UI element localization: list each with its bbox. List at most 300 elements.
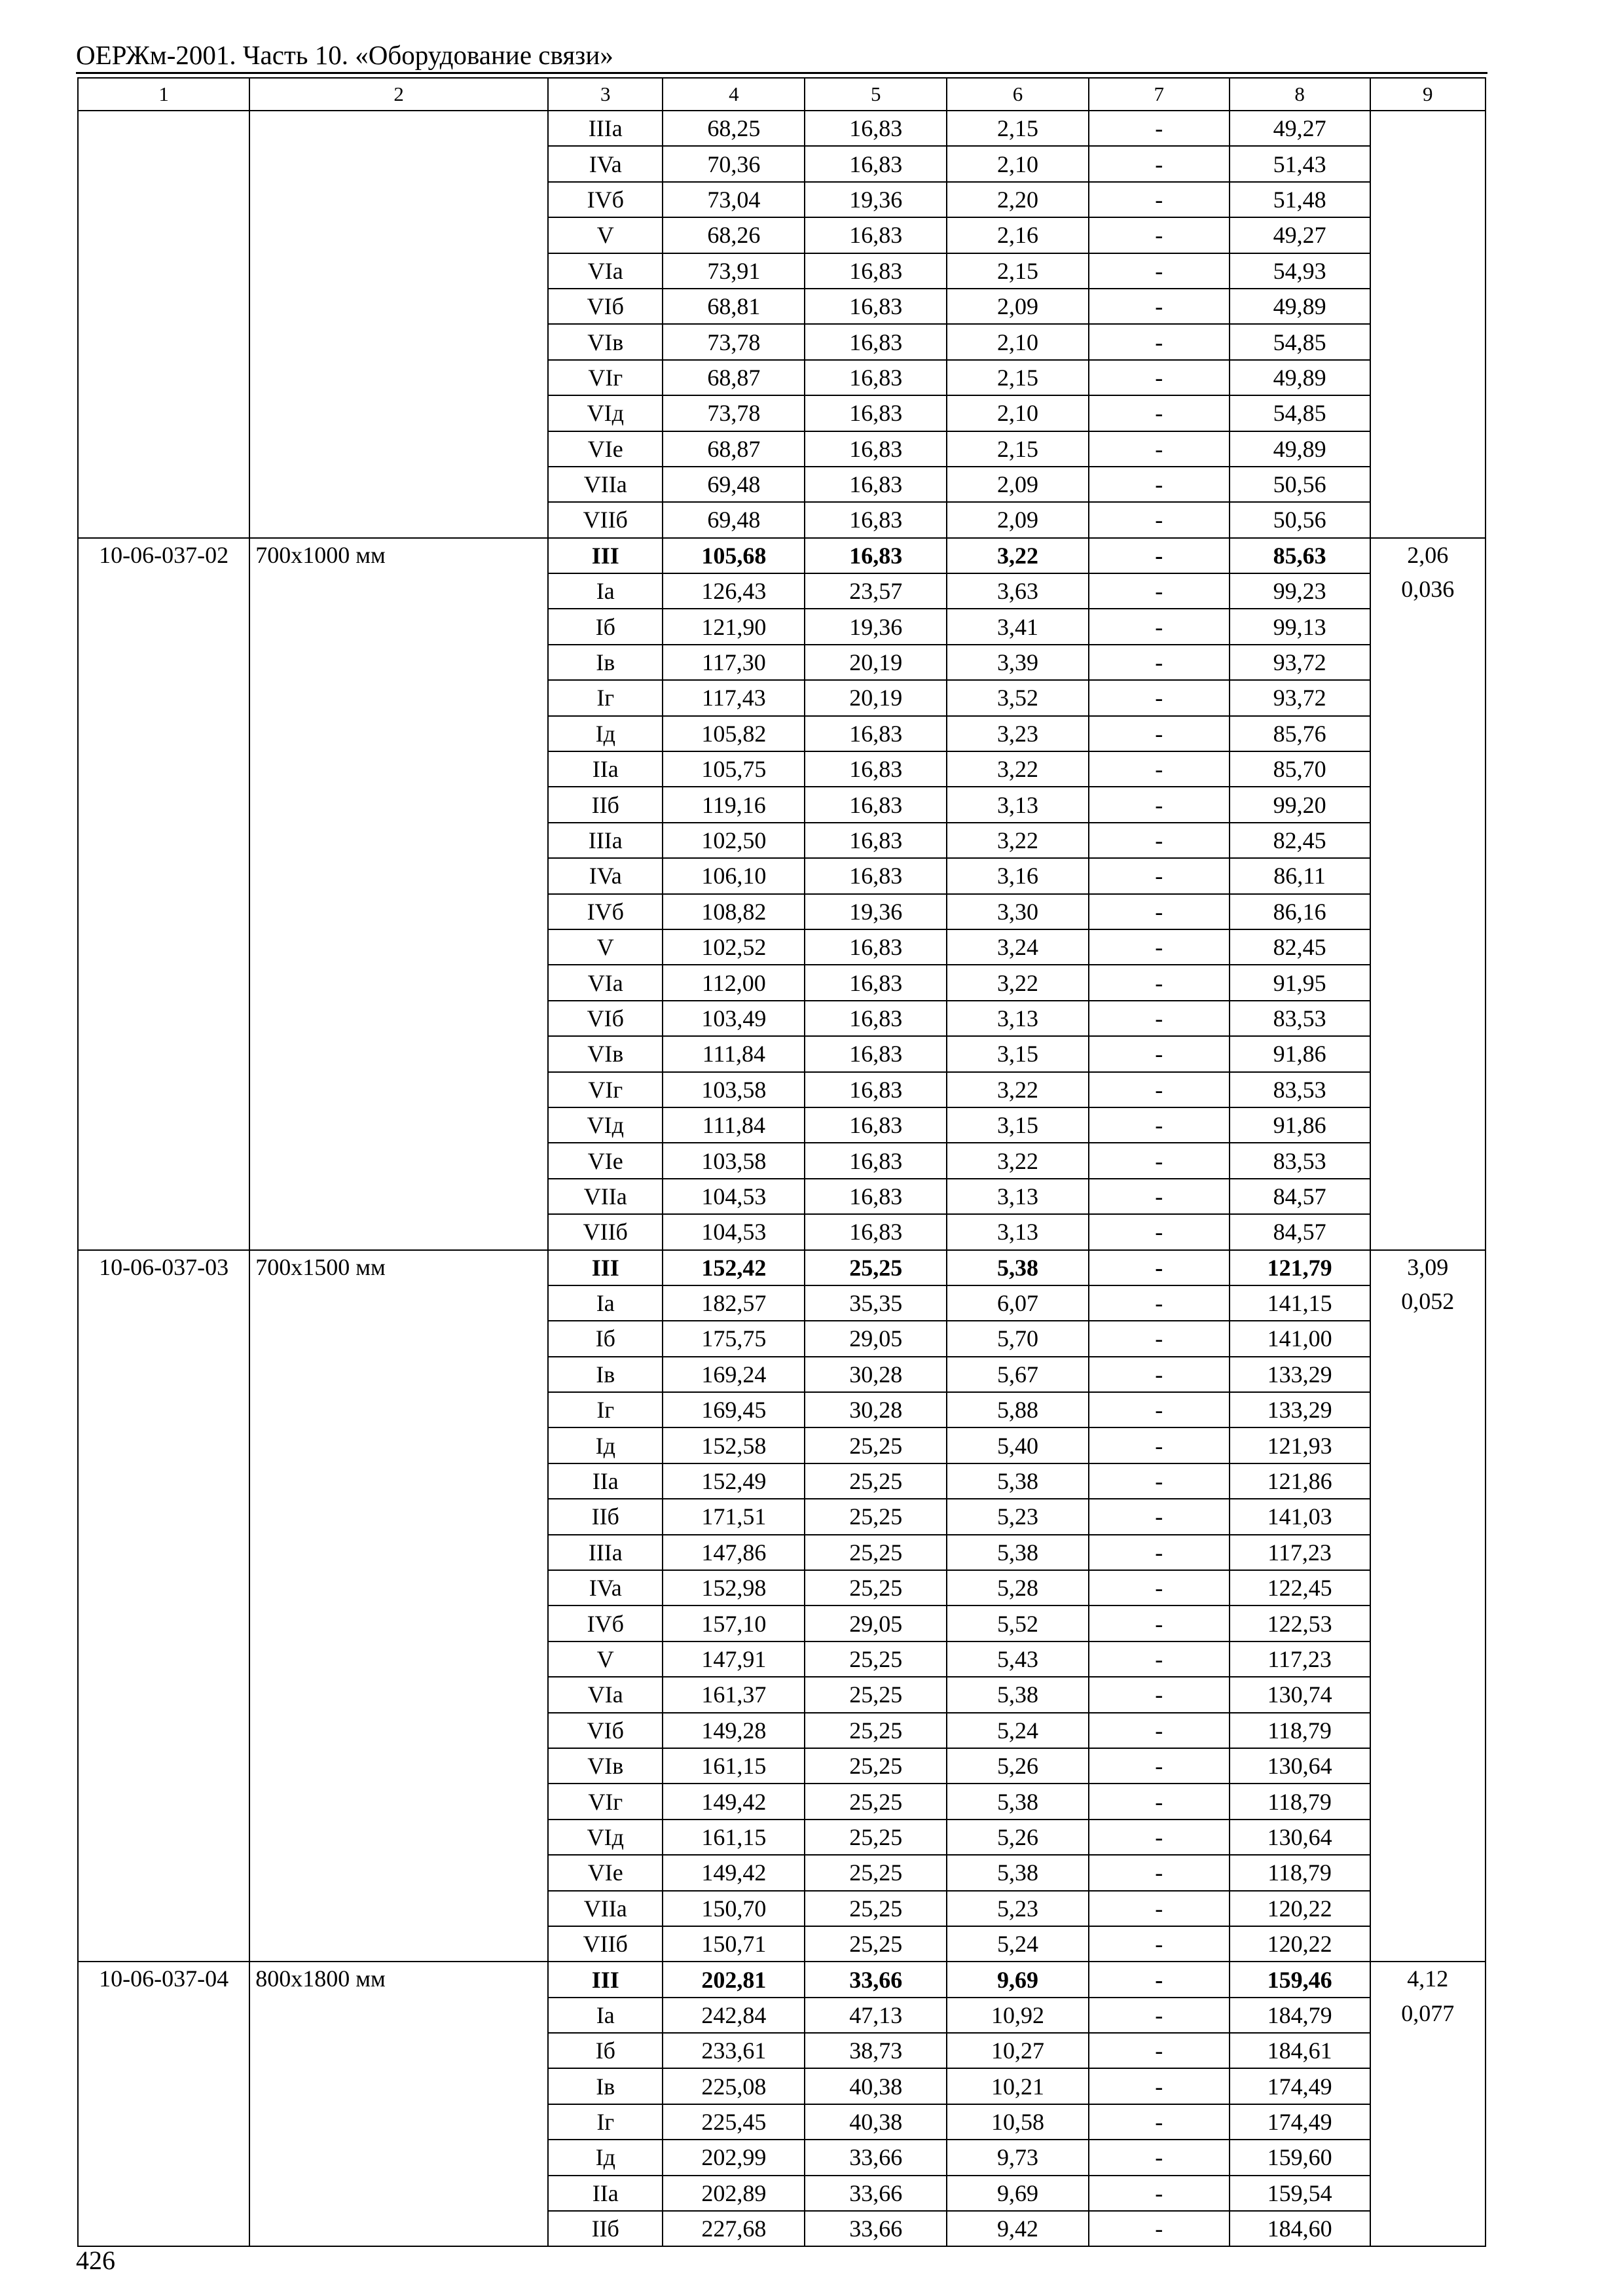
cell-wages: 16,83 bbox=[805, 360, 947, 395]
cell-total-cost: 147,86 bbox=[663, 1535, 805, 1570]
cell-total-cost: 169,45 bbox=[663, 1392, 805, 1427]
cell-total-cost: 104,53 bbox=[663, 1179, 805, 1214]
cell-total-cost: 73,04 bbox=[663, 182, 805, 217]
cell-wages: 16,83 bbox=[805, 751, 947, 787]
cell-category: V bbox=[548, 929, 663, 965]
cell-category: IVб bbox=[548, 182, 663, 217]
cell-materials: 159,46 bbox=[1230, 1962, 1370, 1997]
cell-category: Iд bbox=[548, 1427, 663, 1463]
cell-category: Iб bbox=[548, 2033, 663, 2068]
cell-driver-wages: - bbox=[1089, 2211, 1230, 2246]
cell-category: III bbox=[548, 1250, 663, 1285]
cell-category: VIб bbox=[548, 1713, 663, 1748]
cell-driver-wages: - bbox=[1089, 2104, 1230, 2140]
cell-labor-value: 2,06 bbox=[1407, 541, 1449, 568]
cell-total-cost: 102,50 bbox=[663, 823, 805, 858]
cell-driver-wages: - bbox=[1089, 1001, 1230, 1036]
cell-category: VIд bbox=[548, 1820, 663, 1855]
cell-category: Iв bbox=[548, 645, 663, 680]
cell-driver-wages: - bbox=[1089, 1036, 1230, 1071]
cell-materials: 85,70 bbox=[1230, 751, 1370, 787]
cell-category: Iг bbox=[548, 2104, 663, 2140]
cell-wages: 16,83 bbox=[805, 253, 947, 289]
cell-wages: 19,36 bbox=[805, 182, 947, 217]
cell-wages: 25,25 bbox=[805, 1748, 947, 1784]
cell-category: V bbox=[548, 217, 663, 253]
cell-category: VIe bbox=[548, 1855, 663, 1890]
cell-materials: 122,45 bbox=[1230, 1570, 1370, 1605]
cell-category: IIб bbox=[548, 1499, 663, 1534]
cell-machines: 2,09 bbox=[947, 502, 1089, 537]
cell-wages: 25,25 bbox=[805, 1713, 947, 1748]
cell-machines: 2,10 bbox=[947, 395, 1089, 431]
cell-wages: 25,25 bbox=[805, 1535, 947, 1570]
cell-driver-wages: - bbox=[1089, 1427, 1230, 1463]
cell-wages: 25,25 bbox=[805, 1641, 947, 1677]
cell-driver-wages: - bbox=[1089, 680, 1230, 715]
cell-driver-wages: - bbox=[1089, 2033, 1230, 2068]
cell-total-cost: 152,49 bbox=[663, 1463, 805, 1499]
cell-total-cost: 152,42 bbox=[663, 1250, 805, 1285]
cell-materials: 118,79 bbox=[1230, 1855, 1370, 1890]
cell-driver-wages: - bbox=[1089, 965, 1230, 1000]
cell-wages: 38,73 bbox=[805, 2033, 947, 2068]
cell-driver-wages: - bbox=[1089, 894, 1230, 929]
cell-driver-wages: - bbox=[1089, 573, 1230, 609]
cell-machines: 3,13 bbox=[947, 1001, 1089, 1036]
cell-category: VIa bbox=[548, 253, 663, 289]
cell-category: IVa bbox=[548, 146, 663, 181]
cell-materials: 120,22 bbox=[1230, 1926, 1370, 1962]
cell-total-cost: 106,10 bbox=[663, 858, 805, 893]
cell-category: IIIa bbox=[548, 823, 663, 858]
cell-total-cost: 161,37 bbox=[663, 1677, 805, 1712]
cell-total-cost: 175,75 bbox=[663, 1321, 805, 1356]
cell-total-cost: 68,81 bbox=[663, 289, 805, 324]
cell-total-cost: 105,68 bbox=[663, 538, 805, 573]
cell-machines: 5,23 bbox=[947, 1891, 1089, 1926]
cell-machines: 3,22 bbox=[947, 1072, 1089, 1107]
cell-materials: 184,60 bbox=[1230, 2211, 1370, 2246]
cell-category: VIe bbox=[548, 1143, 663, 1178]
cell-driver-wages: - bbox=[1089, 1926, 1230, 1962]
cell-driver-wages: - bbox=[1089, 146, 1230, 181]
column-header: 7 bbox=[1089, 78, 1230, 111]
cell-category: IIб bbox=[548, 787, 663, 822]
cell-total-cost: 225,45 bbox=[663, 2104, 805, 2140]
cell-materials: 184,79 bbox=[1230, 1998, 1370, 2033]
cell-total-cost: 119,16 bbox=[663, 787, 805, 822]
cell-total-cost: 105,82 bbox=[663, 716, 805, 751]
cell-labor-value: 3,09 bbox=[1407, 1253, 1449, 1280]
cell-materials: 130,74 bbox=[1230, 1677, 1370, 1712]
cell-driver-wages: - bbox=[1089, 751, 1230, 787]
cell-driver-wages: - bbox=[1089, 1107, 1230, 1143]
cell-machines: 2,10 bbox=[947, 146, 1089, 181]
cell-machines: 5,24 bbox=[947, 1713, 1089, 1748]
cell-materials: 54,85 bbox=[1230, 324, 1370, 359]
table-row bbox=[78, 111, 1486, 146]
cell-total-cost: 111,84 bbox=[663, 1036, 805, 1071]
cell-total-cost: 68,26 bbox=[663, 217, 805, 253]
cell-category: VIг bbox=[548, 1784, 663, 1819]
cell-total-cost: 103,49 bbox=[663, 1001, 805, 1036]
cell-machines: 2,20 bbox=[947, 182, 1089, 217]
cell-driver-wages: - bbox=[1089, 1605, 1230, 1641]
cell-total-cost: 73,78 bbox=[663, 395, 805, 431]
cell-materials: 54,93 bbox=[1230, 253, 1370, 289]
cell-machines: 5,24 bbox=[947, 1926, 1089, 1962]
cell-total-cost: 225,08 bbox=[663, 2068, 805, 2104]
cell-driver-wages: - bbox=[1089, 1285, 1230, 1321]
cell-machines: 10,58 bbox=[947, 2104, 1089, 2140]
cell-total-cost: 117,30 bbox=[663, 645, 805, 680]
cell-category: IVб bbox=[548, 1605, 663, 1641]
column-header: 5 bbox=[805, 78, 947, 111]
cell-wages: 25,25 bbox=[805, 1784, 947, 1819]
cell-machines: 2,10 bbox=[947, 324, 1089, 359]
cell-wages: 30,28 bbox=[805, 1357, 947, 1392]
cell-total-cost: 69,48 bbox=[663, 502, 805, 537]
cell-total-cost: 202,81 bbox=[663, 1962, 805, 1997]
cell-wages: 16,83 bbox=[805, 1036, 947, 1071]
cell-total-cost: 182,57 bbox=[663, 1285, 805, 1321]
cell-machines: 5,26 bbox=[947, 1748, 1089, 1784]
column-header: 1 bbox=[78, 78, 249, 111]
cell-materials: 83,53 bbox=[1230, 1143, 1370, 1178]
cell-category: IIIa bbox=[548, 111, 663, 146]
cell-wages: 25,25 bbox=[805, 1570, 947, 1605]
cell-materials: 121,86 bbox=[1230, 1463, 1370, 1499]
cell-materials: 118,79 bbox=[1230, 1713, 1370, 1748]
cell-total-cost: 152,98 bbox=[663, 1570, 805, 1605]
cell-materials: 174,49 bbox=[1230, 2104, 1370, 2140]
cell-materials: 184,61 bbox=[1230, 2033, 1370, 2068]
cell-category: Iг bbox=[548, 680, 663, 715]
cell-wages: 16,83 bbox=[805, 395, 947, 431]
cell-category: VIIб bbox=[548, 1214, 663, 1249]
cell-materials: 130,64 bbox=[1230, 1820, 1370, 1855]
cell-machines: 5,38 bbox=[947, 1784, 1089, 1819]
cell-driver-wages: - bbox=[1089, 1392, 1230, 1427]
cell-category: VIв bbox=[548, 1036, 663, 1071]
cell-machines: 2,15 bbox=[947, 431, 1089, 467]
cell-labor-cost bbox=[1370, 1250, 1486, 1962]
cell-driver-wages: - bbox=[1089, 289, 1230, 324]
cell-machines: 3,23 bbox=[947, 716, 1089, 751]
cell-category: Iб bbox=[548, 609, 663, 644]
cell-machines: 5,38 bbox=[947, 1855, 1089, 1890]
table-body bbox=[78, 78, 1486, 2246]
cell-materials: 85,63 bbox=[1230, 538, 1370, 573]
cell-machines: 3,22 bbox=[947, 1143, 1089, 1178]
cell-materials: 51,48 bbox=[1230, 182, 1370, 217]
cell-labor-cost bbox=[1370, 538, 1486, 1250]
cell-materials: 50,56 bbox=[1230, 467, 1370, 502]
cell-wages: 33,66 bbox=[805, 2176, 947, 2211]
cell-category: IIIa bbox=[548, 1535, 663, 1570]
cell-category: VIв bbox=[548, 324, 663, 359]
column-number-row bbox=[78, 78, 1486, 111]
cell-driver-wages: - bbox=[1089, 217, 1230, 253]
cell-materials: 84,57 bbox=[1230, 1214, 1370, 1249]
cell-total-cost: 111,84 bbox=[663, 1107, 805, 1143]
cell-materials: 141,15 bbox=[1230, 1285, 1370, 1321]
cell-category: III bbox=[548, 538, 663, 573]
cell-materials: 86,11 bbox=[1230, 858, 1370, 893]
cell-materials: 93,72 bbox=[1230, 680, 1370, 715]
cell-total-cost: 121,90 bbox=[663, 609, 805, 644]
cell-driver-wages: - bbox=[1089, 1962, 1230, 1997]
cell-driver-wages: - bbox=[1089, 1143, 1230, 1178]
cell-total-cost: 126,43 bbox=[663, 573, 805, 609]
column-header: 2 bbox=[249, 78, 548, 111]
cell-materials: 86,16 bbox=[1230, 894, 1370, 929]
cell-driver-wages: - bbox=[1089, 2176, 1230, 2211]
cell-labor-cost bbox=[1370, 1962, 1486, 2246]
cell-wages: 16,83 bbox=[805, 1179, 947, 1214]
cell-machines: 3,22 bbox=[947, 823, 1089, 858]
cell-materials: 120,22 bbox=[1230, 1891, 1370, 1926]
cell-materials: 49,27 bbox=[1230, 217, 1370, 253]
cell-materials: 99,23 bbox=[1230, 573, 1370, 609]
cell-machines: 5,26 bbox=[947, 1820, 1089, 1855]
cell-rate-code bbox=[78, 111, 249, 538]
cell-machines: 5,70 bbox=[947, 1321, 1089, 1356]
cell-category: VIIa bbox=[548, 1891, 663, 1926]
cell-materials: 121,93 bbox=[1230, 1427, 1370, 1463]
cell-item-name bbox=[249, 111, 548, 538]
cell-rate-code: 10-06-037-03 bbox=[78, 1250, 249, 1962]
cell-machines: 2,09 bbox=[947, 289, 1089, 324]
cell-wages: 16,83 bbox=[805, 823, 947, 858]
cell-category: VIг bbox=[548, 360, 663, 395]
cell-wages: 16,83 bbox=[805, 467, 947, 502]
cell-wages: 16,83 bbox=[805, 111, 947, 146]
cell-materials: 133,29 bbox=[1230, 1392, 1370, 1427]
cell-materials: 84,57 bbox=[1230, 1179, 1370, 1214]
rates-table bbox=[77, 77, 1486, 2247]
cell-category: IVa bbox=[548, 858, 663, 893]
cell-category: VIe bbox=[548, 431, 663, 467]
cell-driver-wages: - bbox=[1089, 1357, 1230, 1392]
cell-category: IIa bbox=[548, 751, 663, 787]
cell-machines: 9,69 bbox=[947, 1962, 1089, 1997]
cell-materials: 99,20 bbox=[1230, 787, 1370, 822]
column-header: 9 bbox=[1370, 78, 1486, 111]
cell-wages: 25,25 bbox=[805, 1427, 947, 1463]
cell-driver-wages: - bbox=[1089, 324, 1230, 359]
cell-wages: 16,83 bbox=[805, 965, 947, 1000]
cell-machines: 5,38 bbox=[947, 1677, 1089, 1712]
cell-driver-wages: - bbox=[1089, 1713, 1230, 1748]
cell-materials: 82,45 bbox=[1230, 929, 1370, 965]
cell-category: VIб bbox=[548, 289, 663, 324]
cell-machines: 3,15 bbox=[947, 1107, 1089, 1143]
cell-labor-cost bbox=[1370, 111, 1486, 538]
cell-machines: 3,52 bbox=[947, 680, 1089, 715]
cell-materials: 133,29 bbox=[1230, 1357, 1370, 1392]
cell-category: IIa bbox=[548, 2176, 663, 2211]
column-header: 3 bbox=[548, 78, 663, 111]
cell-total-cost: 150,71 bbox=[663, 1926, 805, 1962]
cell-driver-wages: - bbox=[1089, 823, 1230, 858]
page-number: 426 bbox=[76, 2246, 115, 2275]
cell-labor-value: 0,077 bbox=[1401, 2000, 1455, 2026]
cell-machines: 2,09 bbox=[947, 467, 1089, 502]
cell-wages: 30,28 bbox=[805, 1392, 947, 1427]
cell-materials: 82,45 bbox=[1230, 823, 1370, 858]
cell-machines: 3,13 bbox=[947, 787, 1089, 822]
column-header: 6 bbox=[947, 78, 1089, 111]
cell-driver-wages: - bbox=[1089, 360, 1230, 395]
cell-machines: 9,73 bbox=[947, 2140, 1089, 2175]
cell-total-cost: 103,58 bbox=[663, 1143, 805, 1178]
cell-category: VIб bbox=[548, 1001, 663, 1036]
cell-wages: 16,83 bbox=[805, 929, 947, 965]
cell-category: Iв bbox=[548, 1357, 663, 1392]
cell-wages: 20,19 bbox=[805, 645, 947, 680]
cell-machines: 9,69 bbox=[947, 2176, 1089, 2211]
cell-category: Ia bbox=[548, 1285, 663, 1321]
cell-materials: 91,86 bbox=[1230, 1107, 1370, 1143]
cell-materials: 49,89 bbox=[1230, 289, 1370, 324]
cell-wages: 25,25 bbox=[805, 1891, 947, 1926]
cell-driver-wages: - bbox=[1089, 858, 1230, 893]
table-row bbox=[78, 1962, 1486, 1997]
cell-machines: 3,13 bbox=[947, 1214, 1089, 1249]
cell-driver-wages: - bbox=[1089, 1820, 1230, 1855]
cell-category: IVб bbox=[548, 894, 663, 929]
cell-machines: 9,42 bbox=[947, 2211, 1089, 2246]
cell-wages: 19,36 bbox=[805, 609, 947, 644]
cell-materials: 99,13 bbox=[1230, 609, 1370, 644]
cell-driver-wages: - bbox=[1089, 609, 1230, 644]
cell-wages: 29,05 bbox=[805, 1321, 947, 1356]
cell-machines: 3,41 bbox=[947, 609, 1089, 644]
cell-total-cost: 68,87 bbox=[663, 431, 805, 467]
cell-total-cost: 169,24 bbox=[663, 1357, 805, 1392]
cell-driver-wages: - bbox=[1089, 431, 1230, 467]
cell-total-cost: 149,42 bbox=[663, 1784, 805, 1819]
cell-driver-wages: - bbox=[1089, 2140, 1230, 2175]
cell-materials: 159,60 bbox=[1230, 2140, 1370, 2175]
cell-driver-wages: - bbox=[1089, 1214, 1230, 1249]
cell-wages: 16,83 bbox=[805, 538, 947, 573]
cell-machines: 5,38 bbox=[947, 1535, 1089, 1570]
table-row bbox=[78, 538, 1486, 573]
cell-materials: 85,76 bbox=[1230, 716, 1370, 751]
cell-driver-wages: - bbox=[1089, 1321, 1230, 1356]
cell-item-name: 800x1800 мм bbox=[249, 1962, 548, 2246]
cell-machines: 6,07 bbox=[947, 1285, 1089, 1321]
cell-wages: 25,25 bbox=[805, 1677, 947, 1712]
cell-machines: 5,23 bbox=[947, 1499, 1089, 1534]
cell-machines: 5,88 bbox=[947, 1392, 1089, 1427]
cell-wages: 40,38 bbox=[805, 2104, 947, 2140]
cell-materials: 51,43 bbox=[1230, 146, 1370, 181]
cell-category: VIв bbox=[548, 1748, 663, 1784]
cell-total-cost: 227,68 bbox=[663, 2211, 805, 2246]
cell-total-cost: 171,51 bbox=[663, 1499, 805, 1534]
cell-category: Iб bbox=[548, 1321, 663, 1356]
cell-wages: 23,57 bbox=[805, 573, 947, 609]
cell-driver-wages: - bbox=[1089, 1784, 1230, 1819]
table-row bbox=[78, 1250, 1486, 1285]
cell-machines: 5,38 bbox=[947, 1250, 1089, 1285]
cell-materials: 49,89 bbox=[1230, 431, 1370, 467]
cell-total-cost: 73,78 bbox=[663, 324, 805, 359]
cell-materials: 141,00 bbox=[1230, 1321, 1370, 1356]
cell-rate-code: 10-06-037-04 bbox=[78, 1962, 249, 2246]
cell-wages: 25,25 bbox=[805, 1250, 947, 1285]
cell-total-cost: 69,48 bbox=[663, 467, 805, 502]
cell-wages: 25,25 bbox=[805, 1463, 947, 1499]
cell-wages: 47,13 bbox=[805, 1998, 947, 2033]
cell-category: VIIa bbox=[548, 1179, 663, 1214]
cell-driver-wages: - bbox=[1089, 253, 1230, 289]
cell-driver-wages: - bbox=[1089, 1641, 1230, 1677]
cell-driver-wages: - bbox=[1089, 645, 1230, 680]
cell-machines: 5,40 bbox=[947, 1427, 1089, 1463]
cell-driver-wages: - bbox=[1089, 1855, 1230, 1890]
column-header: 4 bbox=[663, 78, 805, 111]
cell-machines: 3,15 bbox=[947, 1036, 1089, 1071]
cell-materials: 117,23 bbox=[1230, 1641, 1370, 1677]
cell-machines: 10,92 bbox=[947, 1998, 1089, 2033]
cell-driver-wages: - bbox=[1089, 1891, 1230, 1926]
cell-category: VIг bbox=[548, 1072, 663, 1107]
cell-wages: 16,83 bbox=[805, 716, 947, 751]
cell-category: V bbox=[548, 1641, 663, 1677]
cell-wages: 16,83 bbox=[805, 502, 947, 537]
cell-wages: 16,83 bbox=[805, 1143, 947, 1178]
cell-machines: 3,22 bbox=[947, 751, 1089, 787]
cell-total-cost: 73,91 bbox=[663, 253, 805, 289]
cell-materials: 91,86 bbox=[1230, 1036, 1370, 1071]
cell-total-cost: 108,82 bbox=[663, 894, 805, 929]
cell-machines: 3,39 bbox=[947, 645, 1089, 680]
cell-driver-wages: - bbox=[1089, 1463, 1230, 1499]
cell-labor-value: 0,036 bbox=[1401, 576, 1455, 603]
cell-driver-wages: - bbox=[1089, 1998, 1230, 2033]
cell-total-cost: 112,00 bbox=[663, 965, 805, 1000]
cell-wages: 20,19 bbox=[805, 680, 947, 715]
cell-category: VIa bbox=[548, 1677, 663, 1712]
page-header-title: ОЕРЖм-2001. Часть 10. «Оборудование связи» bbox=[76, 40, 613, 70]
cell-total-cost: 103,58 bbox=[663, 1072, 805, 1107]
cell-machines: 3,22 bbox=[947, 965, 1089, 1000]
cell-category: Iд bbox=[548, 716, 663, 751]
cell-category: VIд bbox=[548, 395, 663, 431]
cell-driver-wages: - bbox=[1089, 1250, 1230, 1285]
cell-driver-wages: - bbox=[1089, 2068, 1230, 2104]
cell-materials: 50,56 bbox=[1230, 502, 1370, 537]
cell-total-cost: 147,91 bbox=[663, 1641, 805, 1677]
cell-wages: 16,83 bbox=[805, 431, 947, 467]
cell-total-cost: 104,53 bbox=[663, 1214, 805, 1249]
cell-driver-wages: - bbox=[1089, 1499, 1230, 1534]
cell-total-cost: 117,43 bbox=[663, 680, 805, 715]
cell-materials: 141,03 bbox=[1230, 1499, 1370, 1534]
cell-total-cost: 150,70 bbox=[663, 1891, 805, 1926]
cell-materials: 91,95 bbox=[1230, 965, 1370, 1000]
cell-total-cost: 233,61 bbox=[663, 2033, 805, 2068]
cell-materials: 93,72 bbox=[1230, 645, 1370, 680]
cell-materials: 159,54 bbox=[1230, 2176, 1370, 2211]
cell-wages: 25,25 bbox=[805, 1855, 947, 1890]
cell-rate-code: 10-06-037-02 bbox=[78, 538, 249, 1250]
